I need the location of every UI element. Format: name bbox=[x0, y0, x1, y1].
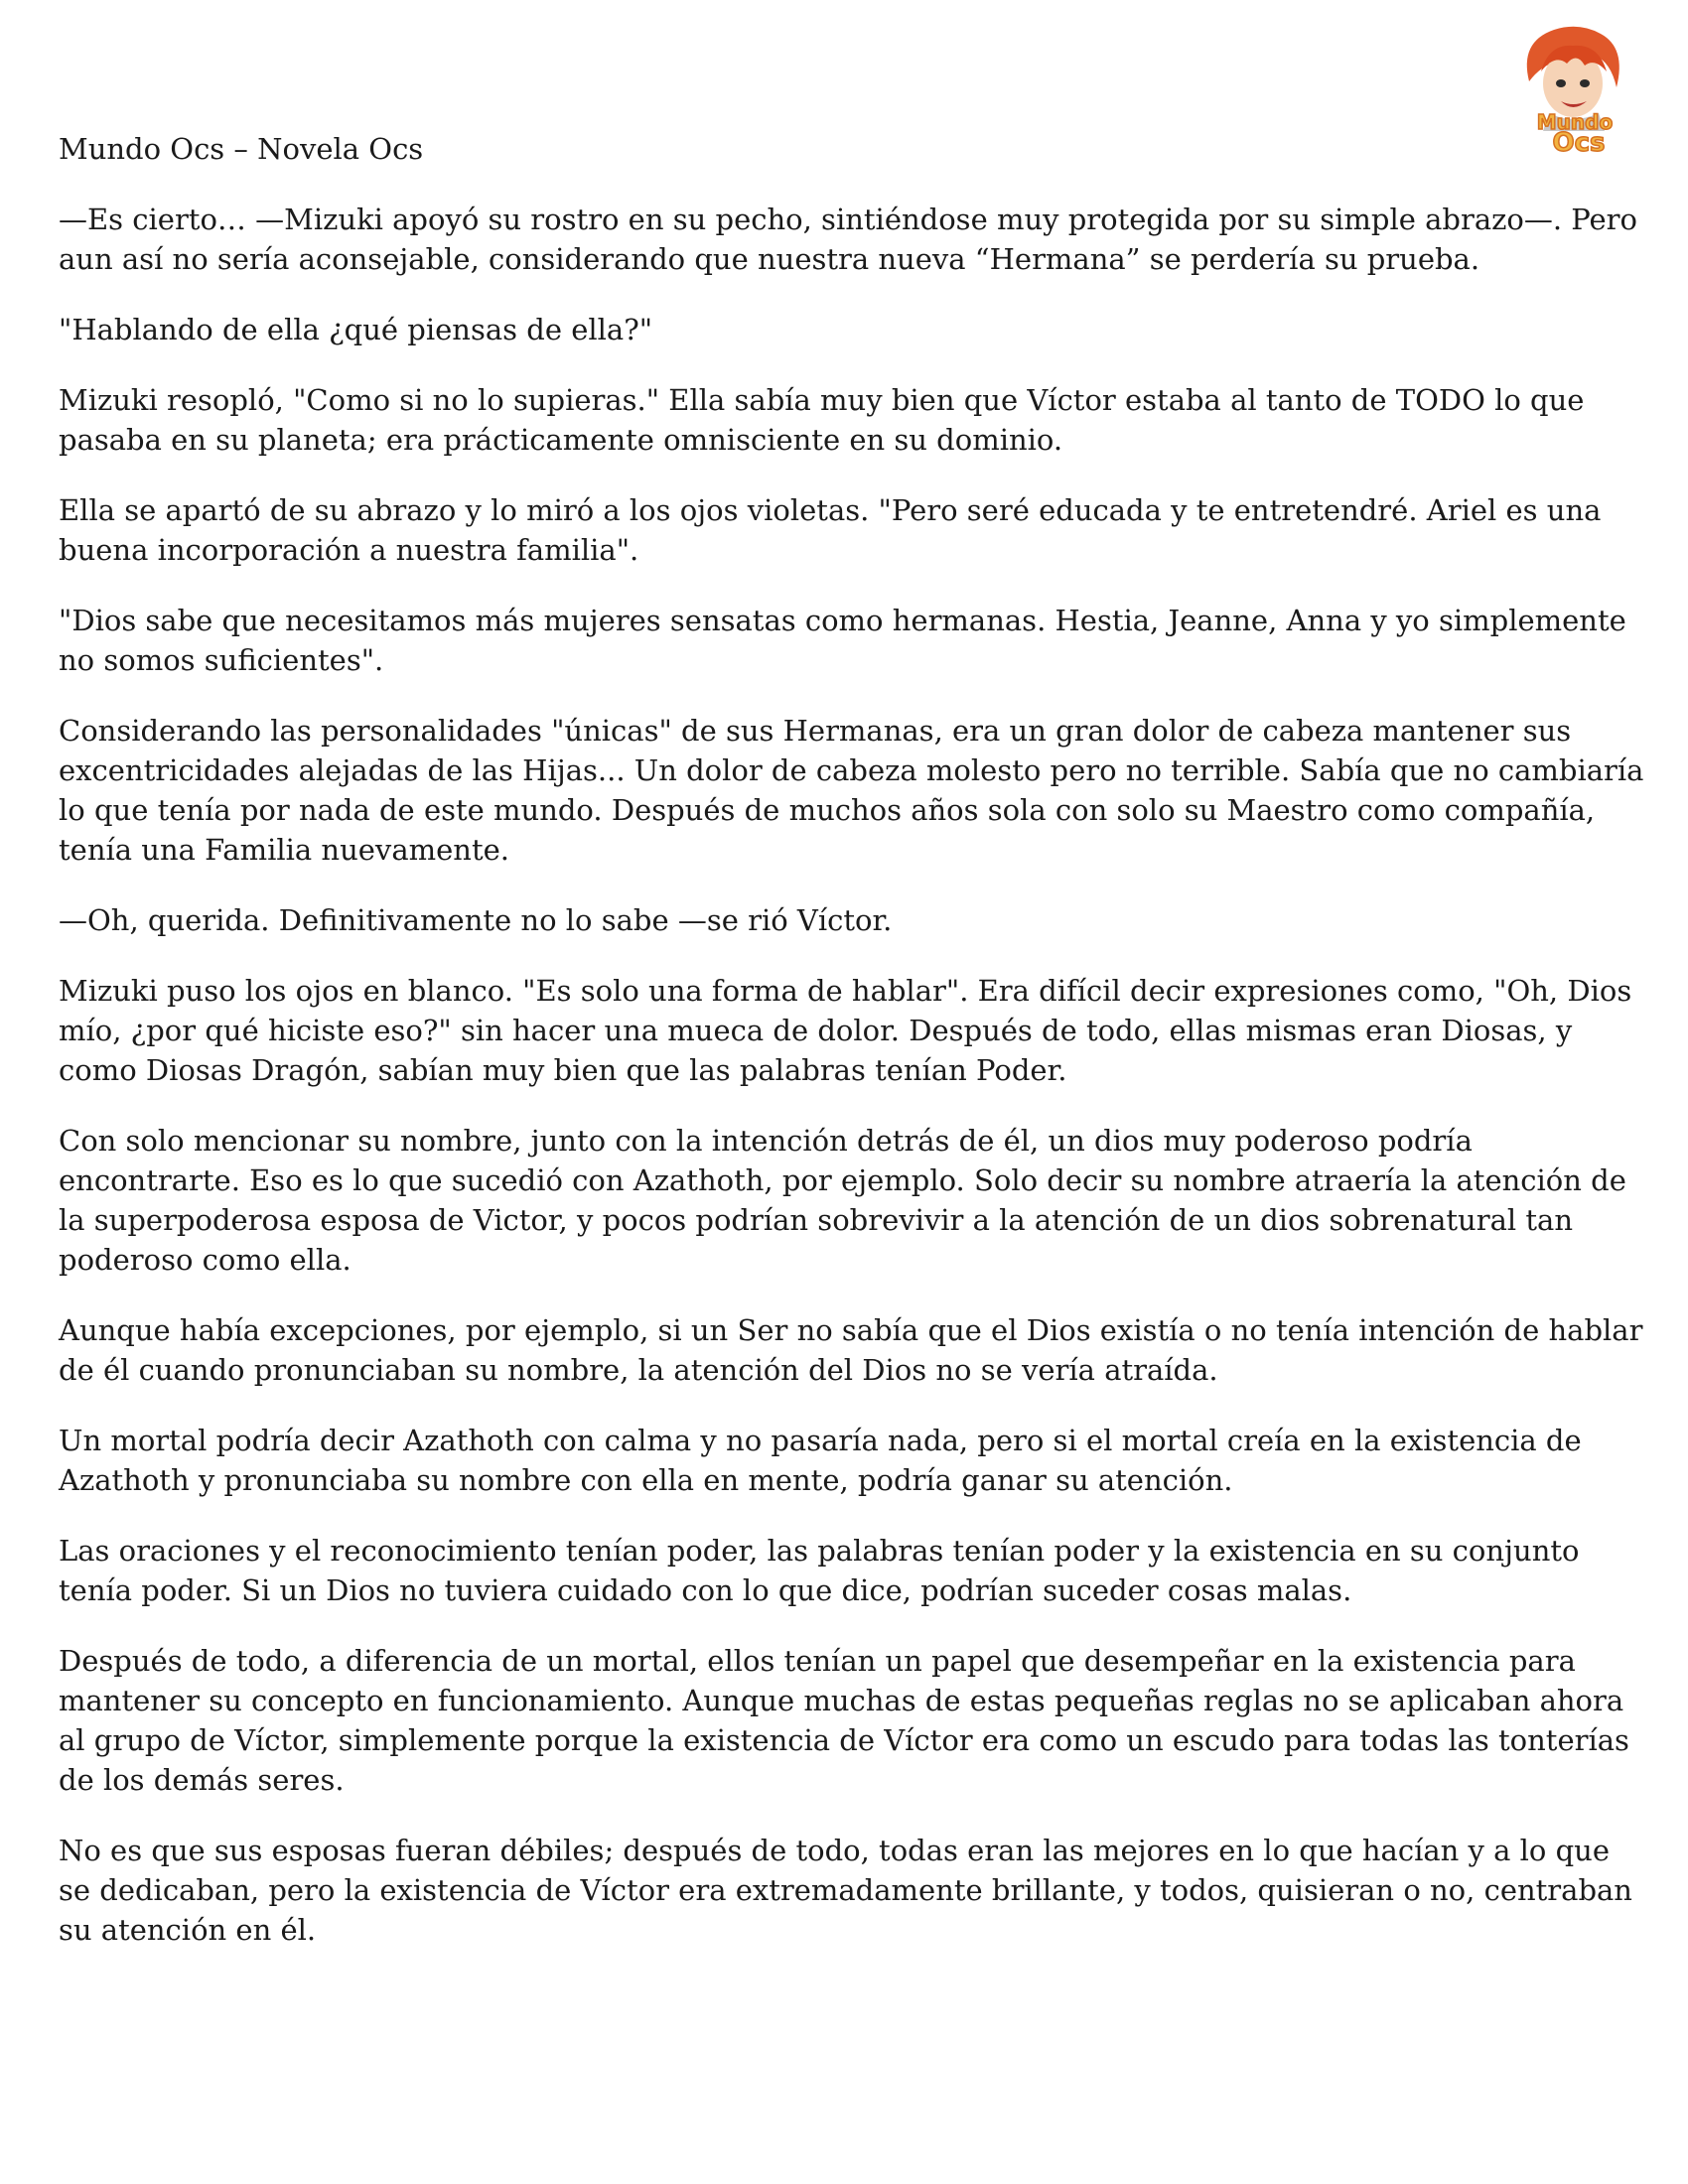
document-body bbox=[59, 129, 1647, 1980]
paragraph: —Es cierto… —Mizuki apoyó su rostro en su pecho, sintiéndose muy protegida por su simple abrazo—. Pero aun así no sería aconsejable, considerando que nuestra nueva “Hermana” se perdería su prueba. bbox=[59, 203, 1637, 276]
logo-eye-right bbox=[1580, 79, 1590, 87]
paragraph: —Oh, querida. Definitivamente no lo sabe —se rió Víctor. bbox=[59, 903, 893, 937]
logo-text-line2: Ocs bbox=[1552, 128, 1606, 157]
paragraph: "Dios sabe que necesitamos más mujeres sensatas como hermanas. Hestia, Jeanne, Anna y yo simplemente no somos suficientes". bbox=[59, 604, 1626, 677]
paragraph: Después de todo, a diferencia de un mortal, ellos tenían un papel que desempeñar en la existencia para mantener su concepto en funcionamiento. Aunque muchas de estas pequeñas reglas no se aplicaban ahora al grupo de Víctor, simplemente porque la existencia de Víctor era como un escudo para todas las tonterías de los demás seres. bbox=[59, 1644, 1629, 1797]
paragraph: Un mortal podría decir Azathoth con calma y no pasaría nada, pero si el mortal creía en la existencia de Azathoth y pronunciaba su nombre con ella en mente, podría ganar su atención. bbox=[59, 1424, 1582, 1497]
paragraph: Con solo mencionar su nombre, junto con la intención detrás de él, un dios muy poderoso podría encontrarte. Eso es lo que sucedió con Azathoth, por ejemplo. Solo decir su nombre atraería la atención de la superpoderosa esposa de Victor, y pocos podrían sobrevivir a la atención de un dios sobrenatural tan poderoso como ella. bbox=[59, 1124, 1626, 1277]
logo-eye-left bbox=[1556, 79, 1566, 87]
paragraph: "Hablando de ella ¿qué piensas de ella?" bbox=[59, 313, 653, 346]
paragraph: Mizuki resopló, "Como si no lo supieras." Ella sabía muy bien que Víctor estaba al tanto de TODO lo que pasaba en su planeta; era prácticamente omnisciente en su dominio. bbox=[59, 383, 1585, 457]
paragraph: Las oraciones y el reconocimiento tenían poder, las palabras tenían poder y la existencia en su conjunto tenía poder. Si un Dios no tuviera cuidado con lo que dice, podrían suceder cosas malas. bbox=[59, 1534, 1580, 1607]
paragraph: Aunque había excepciones, por ejemplo, si un Ser no sabía que el Dios existía o no tenía intención de hablar de él cuando pronunciaban su nombre, la atención del Dios no se vería atraída. bbox=[59, 1313, 1643, 1387]
paragraph: Mizuki puso los ojos en blanco. "Es solo una forma de hablar". Era difícil decir expresiones como, "Oh, Dios mío, ¿por qué hiciste eso?" sin hacer una mueca de dolor. Después de todo, ellas mismas eran Diosas, y como Diosas Dragón, sabían muy bien que las palabras tenían Poder. bbox=[59, 974, 1632, 1087]
paragraph: No es que sus esposas fueran débiles; después de todo, todas eran las mejores en lo que hacían y a lo que se dedicaban, pero la existencia de Víctor era extremadamente brillante, y todos, quisieran o no, centraban su atención en él. bbox=[59, 1834, 1632, 1947]
paragraph: Considerando las personalidades "únicas" de sus Hermanas, era un gran dolor de cabeza mantener sus excentricidades alejadas de las Hijas... Un dolor de cabeza molesto pero no terrible. Sabía que no cambiaría lo que tenía por nada de este mundo. Después de muchos años sola con solo su Maestro como compañía, tenía una Familia nuevamente. bbox=[59, 714, 1644, 867]
logo-text-line1: Mundo bbox=[1536, 110, 1614, 134]
document-header: Mundo Ocs – Novela Ocs bbox=[59, 132, 424, 166]
paragraph: Ella se apartó de su abrazo y lo miró a los ojos violetas. "Pero seré educada y te entretendré. Ariel es una buena incorporación a nuestra familia". bbox=[59, 493, 1602, 567]
